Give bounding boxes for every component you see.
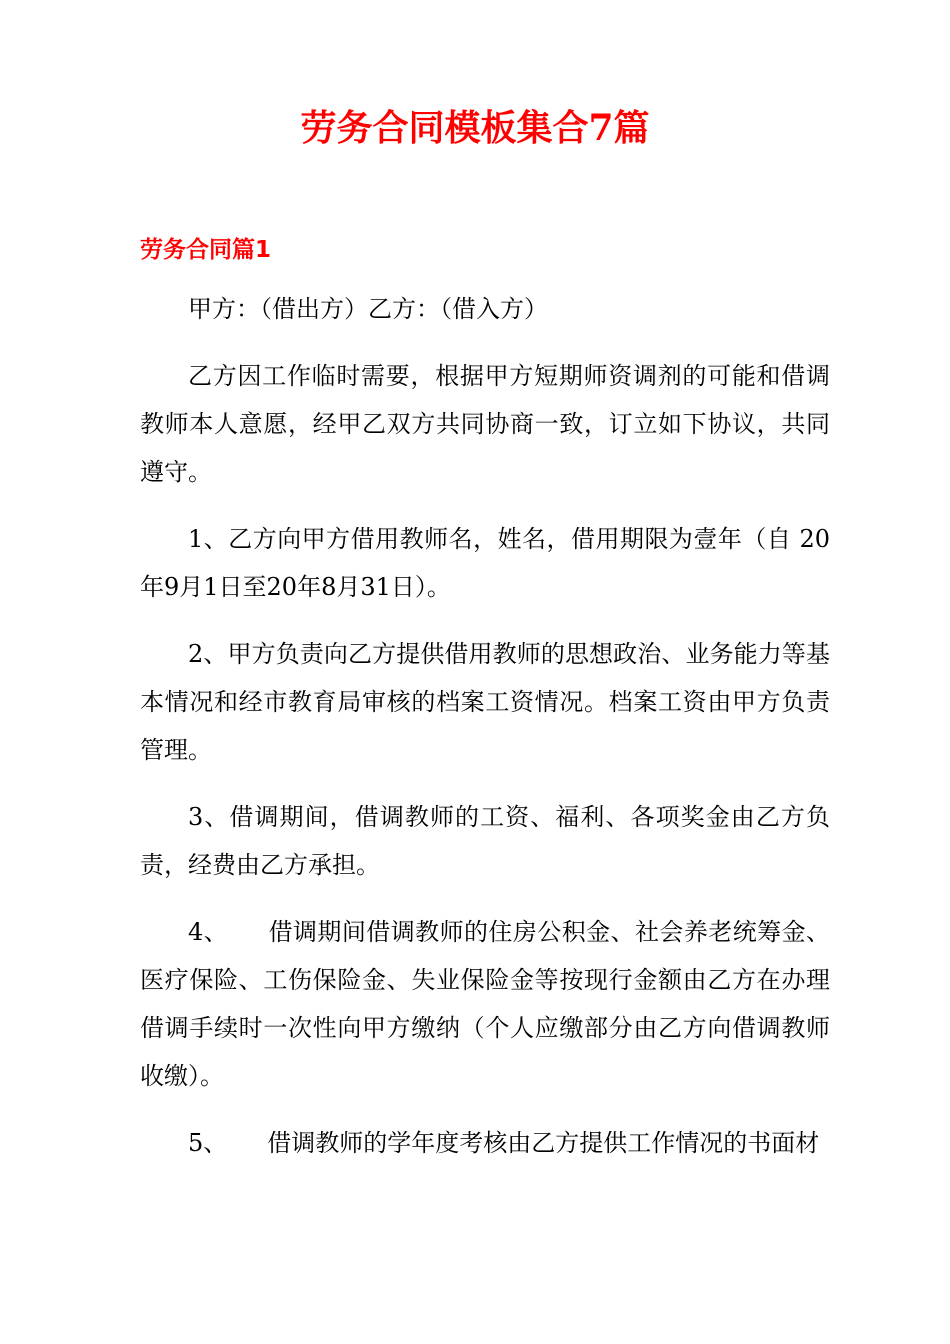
paragraph-clause-4: [140, 908, 830, 1100]
paragraph-preamble: 乙方因工作临时需要，根据甲方短期师资调剂的可能和借调教师本人意愿，经甲乙双方共同协商一致，订立如下协议，共同遵守。: [140, 362, 830, 486]
paragraph-clause-3: 3、借调期间，借调教师的工资、福利、各项奖金由乙方负责，经费由乙方承担。: [140, 803, 830, 879]
clause-number: 5、: [188, 1129, 228, 1157]
paragraph-clause-2: 2、甲方负责向乙方提供借用教师的思想政治、业务能力等基本情况和经市教育局审核的档案工资情况。档案工资由甲方负责管理。: [140, 640, 830, 764]
clause-number: 4、: [188, 918, 229, 946]
clause-text: 借调期间借调教师的住房公积金、社会养老统筹金、医疗保险、工伤保险金、失业保险金等按现行金额由乙方在办理借调手续时一次性向甲方缴纳（个人应缴部分由乙方向借调教师收缴）。: [140, 918, 831, 1090]
paragraph-clause-5: [140, 1119, 830, 1167]
section-body: [140, 285, 830, 1186]
paragraph-parties: 甲方：（借出方）乙方：（借入方）: [188, 295, 548, 323]
clause-text: 借调教师的学年度考核由乙方提供工作情况的书面材: [267, 1129, 820, 1157]
document-title: 劳务合同模板集合7篇: [300, 107, 650, 149]
section-heading: 劳务合同篇1: [140, 237, 272, 263]
paragraph-clause-1: 1、乙方向甲方借用教师名，姓名，借用期限为壹年（自 20年9月1日至20年8月31日）。: [140, 525, 830, 601]
